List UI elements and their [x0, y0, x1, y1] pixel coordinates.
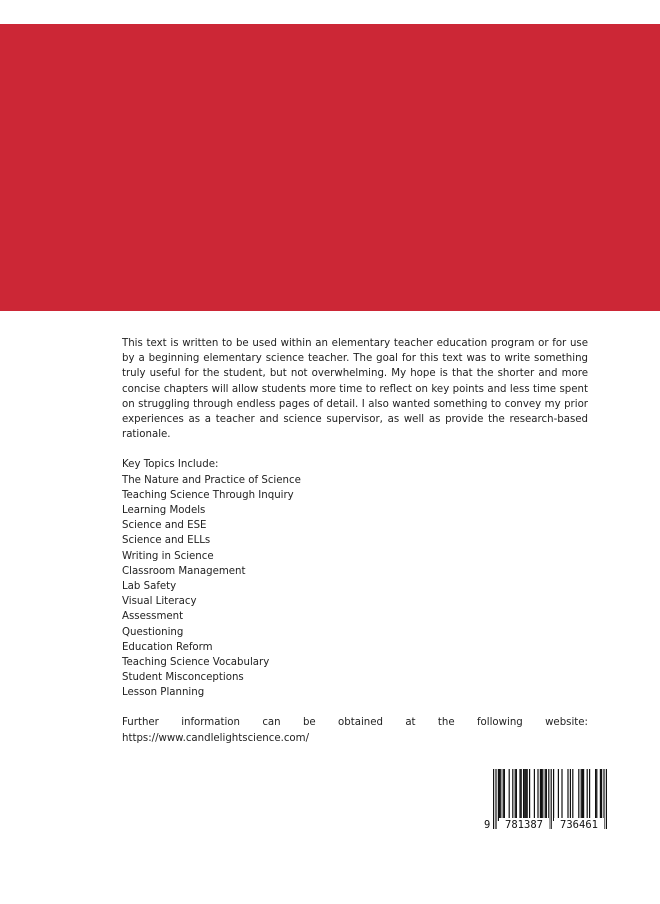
- barcode-bar: [558, 769, 559, 821]
- topic-item: Education Reform: [122, 641, 213, 653]
- barcode-bar: [589, 769, 590, 821]
- further-word: information: [181, 717, 240, 729]
- topic-item: Student Misconceptions: [122, 672, 244, 684]
- barcode-bar: [499, 769, 500, 821]
- barcode-bar: [509, 769, 510, 821]
- back-cover-text: [122, 336, 588, 746]
- topic-item: Lesson Planning: [122, 687, 205, 699]
- further-word: following: [476, 717, 523, 729]
- barcode-digit-group-left: 781387: [499, 818, 549, 833]
- further-word: be: [302, 717, 316, 729]
- barcode-bar: [600, 769, 601, 821]
- topic-item: Visual Literacy: [122, 596, 197, 608]
- barcode-bar: [516, 769, 517, 821]
- further-word: at: [405, 717, 416, 729]
- barcode-bar: [542, 769, 543, 821]
- topic-item: Lab Safety: [122, 580, 177, 592]
- further-word: Further: [122, 717, 159, 729]
- barcode-bar: [596, 769, 597, 821]
- barcode-bar: [523, 769, 524, 821]
- isbn-barcode: [481, 767, 615, 835]
- further-information: [122, 715, 588, 745]
- barcode-bar: [503, 769, 504, 821]
- barcode-bar: [504, 769, 505, 821]
- barcode-bar: [553, 769, 554, 821]
- barcode-bar: [515, 769, 516, 821]
- further-word: the: [437, 717, 455, 729]
- topic-item: Teaching Science Through Inquiry: [122, 489, 294, 501]
- barcode-bar: [601, 769, 602, 821]
- barcode-bar: [587, 769, 588, 821]
- barcode-bar: [570, 769, 571, 821]
- topic-item: Science and ESE: [122, 520, 207, 532]
- barcode-bar: [521, 769, 522, 821]
- topic-item: The Nature and Practice of Science: [122, 474, 301, 486]
- topic-item: Learning Models: [122, 505, 206, 516]
- barcode-bar: [500, 769, 501, 821]
- topic-item: Teaching Science Vocabulary: [122, 656, 270, 668]
- barcode-digit-first: 9: [484, 819, 491, 831]
- barcode-bar: [578, 769, 579, 821]
- topic-item: Classroom Management: [122, 565, 246, 577]
- barcode-bar: [582, 769, 583, 821]
- barcode-bar: [595, 769, 596, 821]
- further-word: obtained: [338, 717, 383, 729]
- barcode-bar: [512, 769, 513, 821]
- barcode-bar: [529, 769, 530, 821]
- website-link[interactable]: https://www.candlelightscience.com/: [122, 732, 310, 744]
- topics-list: [122, 473, 588, 701]
- further-word: can: [262, 717, 281, 729]
- barcode-bar: [524, 769, 525, 821]
- topic-item: Questioning: [122, 626, 184, 638]
- barcode-bar: [525, 769, 526, 821]
- barcode-bar: [572, 769, 573, 821]
- barcode-bar: [540, 769, 541, 821]
- barcode-bar: [498, 769, 499, 821]
- barcode-bar: [567, 769, 568, 821]
- barcode-bar: [561, 769, 562, 821]
- topic-item: Assessment: [122, 611, 184, 623]
- topic-item: Science and ELLs: [122, 535, 211, 547]
- barcode-bar: [583, 769, 584, 821]
- barcode-bar: [537, 769, 538, 821]
- barcode-bar: [527, 769, 528, 821]
- further-word: website:: [545, 717, 588, 729]
- further-information-line: [122, 715, 588, 730]
- barcode-bar: [581, 769, 582, 821]
- barcode-digit-group-right: 736461: [554, 818, 604, 833]
- cover-color-band: [0, 24, 660, 311]
- barcode-number: [481, 818, 615, 833]
- barcode-bar: [519, 769, 520, 821]
- topics-heading: Key Topics Include:: [122, 459, 219, 471]
- topic-item: Writing in Science: [122, 550, 214, 562]
- description-paragraph: This text is written to be used within an elementary teacher education program or for use by a beginning elementary science teacher. The goal for this text was to write something truly useful for the student, but not overwhelming. My hope is that the shorter and more concise chapters will allow students more time to reflect on key points and less time spent on struggling through endless pages of detail. I also wanted something to convey my prior experiences as a teacher and science supervisor, as well as provide the research-based rationale.: [122, 338, 588, 441]
- barcode-bar: [534, 769, 535, 821]
- barcode-bar: [546, 769, 547, 821]
- barcode-bar: [545, 769, 546, 821]
- barcode-bar: [541, 769, 542, 821]
